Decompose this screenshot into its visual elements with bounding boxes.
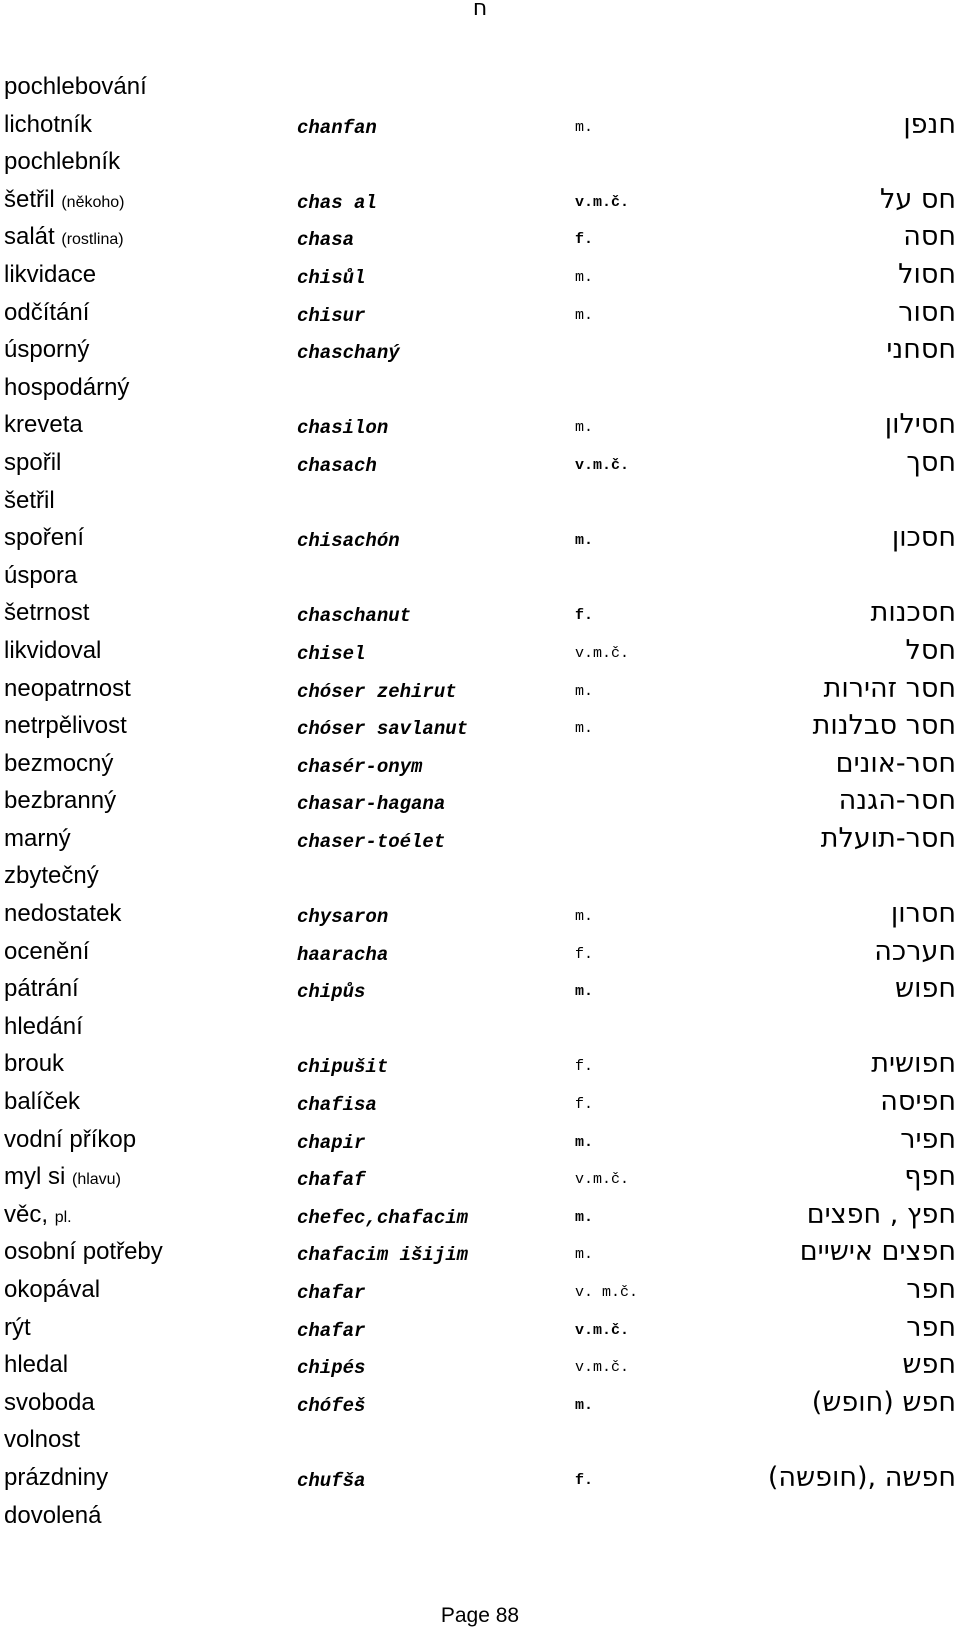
czech-term [4,223,124,251]
czech-word: pochlebník [4,148,121,176]
hebrew-term: חסרון [890,898,956,930]
czech-word: rýt [4,1313,31,1341]
transliteration: chapir [297,1131,366,1154]
hebrew-term: חסול [898,258,956,290]
czech-word: volnost [4,1426,81,1454]
hebrew-term: חסר-תועלת [820,822,956,854]
czech-term [4,599,89,627]
grammar-tag: f. [575,1096,594,1114]
transliteration: chanfan [297,116,377,139]
czech-word: ocenění [4,937,90,965]
czech-word: lichotník [4,110,93,138]
dictionary-row [0,1084,960,1122]
czech-word: hledal [4,1351,69,1379]
grammar-tag: f. [575,607,594,625]
czech-term [4,524,84,552]
transliteration: chófeš [297,1394,366,1417]
czech-term [4,1088,80,1116]
czech-word: zbytečný [4,862,99,890]
czech-word: bezbranný [4,787,117,815]
dictionary-row [0,1385,960,1423]
dictionary-row [0,1046,960,1084]
transliteration: chafar [297,1319,366,1342]
dictionary-row [0,69,960,107]
transliteration: chas al [297,191,377,214]
czech-term [4,862,99,890]
czech-term [4,299,89,327]
czech-term [4,374,129,402]
czech-term [4,111,92,139]
transliteration: chóser zehirut [297,680,457,703]
grammar-tag: f. [575,231,594,249]
hebrew-term: חפר [906,1274,956,1305]
grammar-tag: m. [575,983,594,1001]
transliteration: chasach [297,454,377,477]
dictionary-row [0,633,960,671]
transliteration: chisel [297,642,366,665]
czech-note: (někoho) [61,193,125,211]
dictionary-row [0,1009,960,1047]
czech-word: osobní potřeby [4,1238,163,1266]
hebrew-term: חסילון [884,409,956,441]
grammar-tag: v.m.č. [575,193,630,211]
hebrew-term: חפר [906,1311,956,1343]
czech-term [4,900,121,928]
czech-word: nedostatek [4,900,122,928]
hebrew-term: חסך [906,446,956,478]
transliteration: chefec,chafacim [297,1206,469,1229]
czech-term [4,1464,108,1492]
transliteration: chafaf [297,1169,366,1192]
czech-word: brouk [4,1050,65,1078]
dictionary-row [0,746,960,784]
dictionary-row [0,858,960,896]
hebrew-term: חנפן [903,108,956,140]
hebrew-term: חסר-הגנה [838,785,956,817]
czech-word: šetřil [4,486,55,514]
czech-term [4,1126,136,1154]
grammar-tag: f. [575,945,594,963]
czech-term [4,712,127,740]
hebrew-term: חפף [904,1161,956,1193]
dictionary-row [0,1159,960,1197]
dictionary-row [0,1347,960,1385]
transliteration: chóser savlanut [297,718,469,741]
transliteration: haaracha [297,943,389,966]
transliteration: chysaron [297,906,389,929]
dictionary-row [0,1272,960,1310]
czech-term [4,975,79,1003]
czech-word: marný [4,824,71,852]
dictionary-row [0,1422,960,1460]
dictionary-row [0,483,960,521]
czech-term [4,487,55,515]
czech-word: pátrání [4,975,79,1003]
czech-word: svoboda [4,1388,95,1416]
transliteration: chipés [297,1357,366,1380]
czech-word: šetrnost [4,599,90,627]
section-letter: ח [472,0,488,21]
hebrew-term: חסה [903,221,956,253]
hebrew-term: חסכנות [870,597,956,629]
czech-term [4,825,71,853]
hebrew-term: חפץ , חפצים [806,1198,956,1230]
grammar-tag: f. [575,1058,594,1076]
dictionary-row [0,1498,960,1536]
dictionary-row [0,182,960,220]
hebrew-term: חפש [902,1349,956,1381]
grammar-tag: m. [575,118,594,136]
hebrew-term: חפיר [900,1123,956,1155]
grammar-tag: m. [575,1133,594,1151]
czech-term [4,411,83,439]
transliteration: chaschanut [297,605,412,628]
grammar-tag: m. [575,419,594,437]
grammar-tag: m. [575,268,594,286]
czech-word: hledání [4,1012,83,1040]
czech-word: myl si [4,1163,66,1191]
czech-word: spořil [4,448,62,476]
czech-term [4,1502,101,1530]
dictionary-row [0,144,960,182]
dictionary-row [0,783,960,821]
dictionary-row [0,595,960,633]
czech-term [4,562,77,590]
transliteration: chaschaný [297,342,400,365]
grammar-tag: m. [575,532,594,550]
czech-word: okopával [4,1276,101,1303]
czech-term [4,336,89,364]
hebrew-term: חסר-אונים [835,747,956,779]
dictionary-row [0,821,960,859]
grammar-tag: v.m.č. [575,644,630,662]
hebrew-term: חסחני [886,334,956,366]
dictionary-row [0,1310,960,1348]
dictionary-row [0,1234,960,1272]
czech-word: balíček [4,1088,81,1116]
czech-term [4,1163,121,1191]
czech-word: pochlebování [4,73,147,100]
dictionary-row [0,107,960,145]
hebrew-term: חפצים אישיים [799,1236,956,1268]
czech-word: bezmocný [4,749,114,777]
hebrew-term: חסל [905,634,956,666]
hebrew-term: חסור [898,296,956,328]
czech-word: šetřil [4,185,55,213]
czech-word: likvidoval [4,636,102,664]
transliteration: chaser-toélet [297,830,446,853]
dictionary-row [0,671,960,709]
hebrew-term: חסכון [891,522,956,554]
hebrew-term: חפושית [871,1048,956,1080]
czech-term [4,449,61,477]
czech-word: kreveta [4,411,83,439]
hebrew-term: חפש (חופש) [811,1386,956,1418]
czech-term [4,1351,68,1379]
czech-word: netrpělivost [4,712,127,740]
hebrew-term: חערכה [874,935,956,967]
transliteration: chafar [297,1282,366,1304]
dictionary-row [0,708,960,746]
czech-term [4,1050,64,1078]
dictionary-row [0,295,960,333]
dictionary-row [0,445,960,483]
czech-word: vodní příkop [4,1125,137,1153]
transliteration: chafacim išijim [297,1244,469,1267]
czech-word: prázdniny [4,1463,109,1491]
czech-term [4,73,147,101]
czech-term [4,750,113,778]
page-number: Page 88 [440,1604,520,1627]
dictionary-row [0,219,960,257]
czech-term [4,1013,83,1041]
transliteration: chafisa [297,1094,377,1117]
grammar-tag: f. [575,1471,594,1489]
czech-word: hospodárný [4,373,130,401]
transliteration: chisůl [297,266,366,289]
grammar-tag: m. [575,1396,594,1414]
grammar-tag: v. m.č. [575,1284,639,1301]
czech-word: salát [4,223,55,251]
czech-term [4,1426,80,1454]
transliteration: chipůs [297,981,366,1004]
grammar-tag: v.m.č. [575,1359,630,1377]
czech-note: pl. [54,1208,72,1226]
czech-term [4,787,116,815]
dictionary-row [0,1197,960,1235]
grammar-tag: m. [575,682,594,700]
hebrew-term: חפשה ,(חופשה) [767,1461,956,1493]
czech-word: úspora [4,561,78,589]
grammar-tag: m. [575,908,594,926]
grammar-tag: m. [575,1208,594,1226]
czech-term [4,1238,163,1266]
grammar-tag: m. [575,720,594,738]
transliteration: chufša [297,1469,366,1492]
dictionary-entries [0,69,960,1535]
transliteration: chipušit [297,1056,389,1079]
czech-note: (hlavu) [72,1171,121,1189]
czech-term [4,148,120,176]
dictionary-row [0,1460,960,1498]
transliteration: chasér-onym [297,755,423,778]
transliteration: chasar-hagana [297,793,446,816]
dictionary-row [0,257,960,295]
czech-note: (rostlina) [61,231,124,249]
grammar-tag: v.m.č. [575,1171,630,1189]
dictionary-row [0,520,960,558]
grammar-tag: v.m.č. [575,456,630,474]
dictionary-row [0,971,960,1009]
czech-term [4,1314,31,1342]
dictionary-row [0,332,960,370]
czech-term [4,1276,100,1304]
czech-word: dovolená [4,1501,102,1529]
hebrew-term: חס על [880,183,956,215]
hebrew-term: חפוש [895,973,956,1005]
hebrew-term: חסר סבלנות [812,710,956,742]
transliteration: chasilon [297,417,389,440]
grammar-tag: m. [575,1246,594,1264]
transliteration: chisachón [297,530,400,553]
hebrew-term: חסר זהירות [823,672,956,704]
czech-term [4,186,125,214]
dictionary-row [0,934,960,972]
transliteration: chisur [297,304,366,327]
czech-term [4,637,101,665]
czech-word: likvidace [4,260,97,288]
czech-word: věc, [4,1200,49,1228]
dictionary-row [0,370,960,408]
grammar-tag: m. [575,306,594,324]
czech-term [4,1201,72,1229]
czech-term [4,261,96,289]
hebrew-term: חפיסה [880,1086,956,1118]
czech-term [4,1389,95,1417]
dictionary-row [0,407,960,445]
transliteration: chasa [297,229,355,252]
czech-word: neopatrnost [4,674,131,702]
czech-term [4,938,89,966]
czech-word: úsporný [4,336,90,364]
dictionary-row [0,558,960,596]
czech-word: spoření [4,524,85,552]
czech-term [4,675,131,703]
czech-word: odčítání [4,298,90,326]
dictionary-row [0,1122,960,1160]
grammar-tag: v.m.č. [575,1321,630,1339]
dictionary-row [0,896,960,934]
